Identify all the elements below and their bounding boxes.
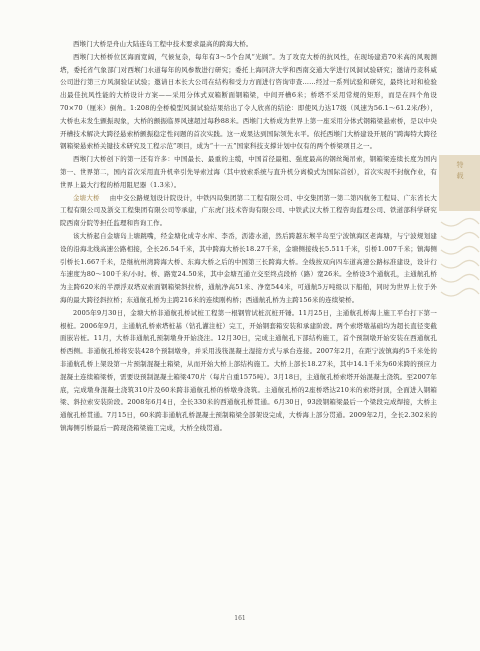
paragraph-records: 西堠门大桥创下的第一还有许多：中国最长、最重的主缆，中国首径最粗、强度最高的钢丝绳吊索，钢箱梁连续长度为国内第一、世界第二，国内首次采用直升机牵引先导索过海（其中放索系统与直升机分离模式为国际首创），首次实现不封航作业，有世界上最大行程的桥用阻尼器（1.3米）。: [60, 155, 437, 189]
paragraph-jintang-route: 该大桥起自金塘岛上塘跳嘴，经金塘化成寺水库、李岙，沥港水道，然后跨越东堠半岛至宁波镇海区老海塘，与宁波规划建设的沿海北线高速公路相接，全长26.54千米，其中跨海大桥长18.27千米，金塘侧接线长5.511千米，引桥1.007千米；镇海侧引桥长1.667千米，是继杭州湾跨海大桥、东海大桥之后的中国第三长跨海大桥。全线按双向四车道高速公路标准建设，设计行车速度为80～100千米/小时。桥、路宽24.50米，其中金塘互通立交至终点段桥（路）宽26米。全桥设3个通航孔，主通航孔桥为主跨620米的半漂浮双塔双索面钢箱梁斜拉桥，通航净高51米、净宽544米，可通航5万吨级以下船舶，同时为世界上位于外海的最大跨径斜拉桥；东通航孔桥为主跨216米的连续刚构桥；西通航孔桥为主跨156米的连续梁桥。: [60, 231, 437, 304]
side-decoration-waves: [439, 212, 480, 322]
article-body: [60, 38, 437, 610]
side-tab-label: 特载: [456, 161, 464, 180]
paragraph-wind-resistance: 西堠门大桥桥位区海面宽阔，气候复杂，每年有3～5个台风“光顾”。为了攻克大桥的抗风性，在现场建造70米高的风观测塔，委托省气象部门对西堠门水道每年的风参数进行研究；委托上海同济大学和西南交通大学进行风洞试验研究；邀请丹麦科威公司进行第三方风洞验证试验；邀请日本长大公司在结构和受力方面进行咨询审查……经过一系列试验和研究，最终比对和检验出最佳抗风性能的大桥设计方案——采用分体式双箱断面钢箱梁，中间开槽6米；桥塔不采用常规的矩形，而是在四个角设70×70（厘米）倒角。1:208的全桥模型风洞试验结果给出了令人欣喜的结论：即使风力达17级（风速为56.1～61.2米/秒），大桥也未发生颤振现象，大桥的颤振临界风速超过每秒88米。西堠门大桥成为世界上第一座采用分体式钢箱梁悬索桥，是以中央开槽技术解决大跨径悬索桥颤振稳定性问题的首次实践。这一成果达到国际领先水平。依托西堠门大桥建设开展的“跨海特大跨径钢箱梁悬索桥关键技术研究及工程示范”项目，成为“十一五”国家科技支撑计划中仅有的两个桥梁项目之一。: [60, 52, 437, 151]
page-number: 161: [234, 615, 246, 622]
paragraph-jintang-builders: [60, 192, 437, 230]
paragraph-jintang-builders-text: 由中交公路规划设计院设计，中铁四局集团第二工程有限公司、中交集团第一第二第四航务工程局、广东省长大工程有限公司及浙交工程集团有限公司等承建，广东虎门技术咨询有限公司、中铁武汉大桥工程咨询监理公司、铁道部科学研究院西南分院等担任监理和咨询工作。: [60, 193, 437, 228]
paragraph-intro: 西堠门大桥是舟山大陆连岛工程中技术要求最高的跨海大桥。: [73, 40, 253, 48]
paragraph-jintang-timeline: 2005年9月30日，金塘大桥非通航孔桥试桩工程第一根钢管试桩沉桩开锤。11月25日，主通航孔桥海上施工平台打下第一根桩。2006年9月，主通航孔桥索塔桩基（钻孔灌注桩）完工，开始钢套箱安装和承建阶段。两个索塔墩基础均为超长直径变截面嵌岩桩。11月，大桥非通航孔预制墩身开始浇注。12月30日，完成主通航孔下部结构施工，首个预制墩开始安装在西通航孔桥西侧。非通航孔桥将安装428个预制墩身，并采用浅筏混凝土湿接方式与承台连接。2007年2月，在距宁波镇海约5千米处的非通航孔桥上架设第一片预制混凝土箱梁，从而开始大桥上部结构施工。大桥上部长18.27米，其中14.1千米为60米跨的预应力混凝土连续箱梁桥，需要设预制混凝土箱梁470片（每片自重1575吨）。3月18日，主通航孔桥索塔开始混凝土浇筑。至2007年底，完成墩身混凝土浇筑310片及60米跨非通航孔桥的桥墩身浇筑。主通航孔桥的2座桥塔达210米的索塔封顶，全面进入钢箱梁、斜拉索安装阶段。2008年6月4日，全长330米的西通航孔桥贯通。6月30日，93段钢箱梁最后一个梁段完成焊接，大桥主通航孔桥贯通。7月15日，60米跨非通航孔桥混凝土预制箱梁全部架设完成，大桥海上部分贯通。2009年2月，全长2.302米的镇海侧引桥最后一跨现浇箱梁施工完成，大桥全线贯通。: [60, 308, 437, 432]
section-title: 金塘大桥: [73, 193, 100, 202]
